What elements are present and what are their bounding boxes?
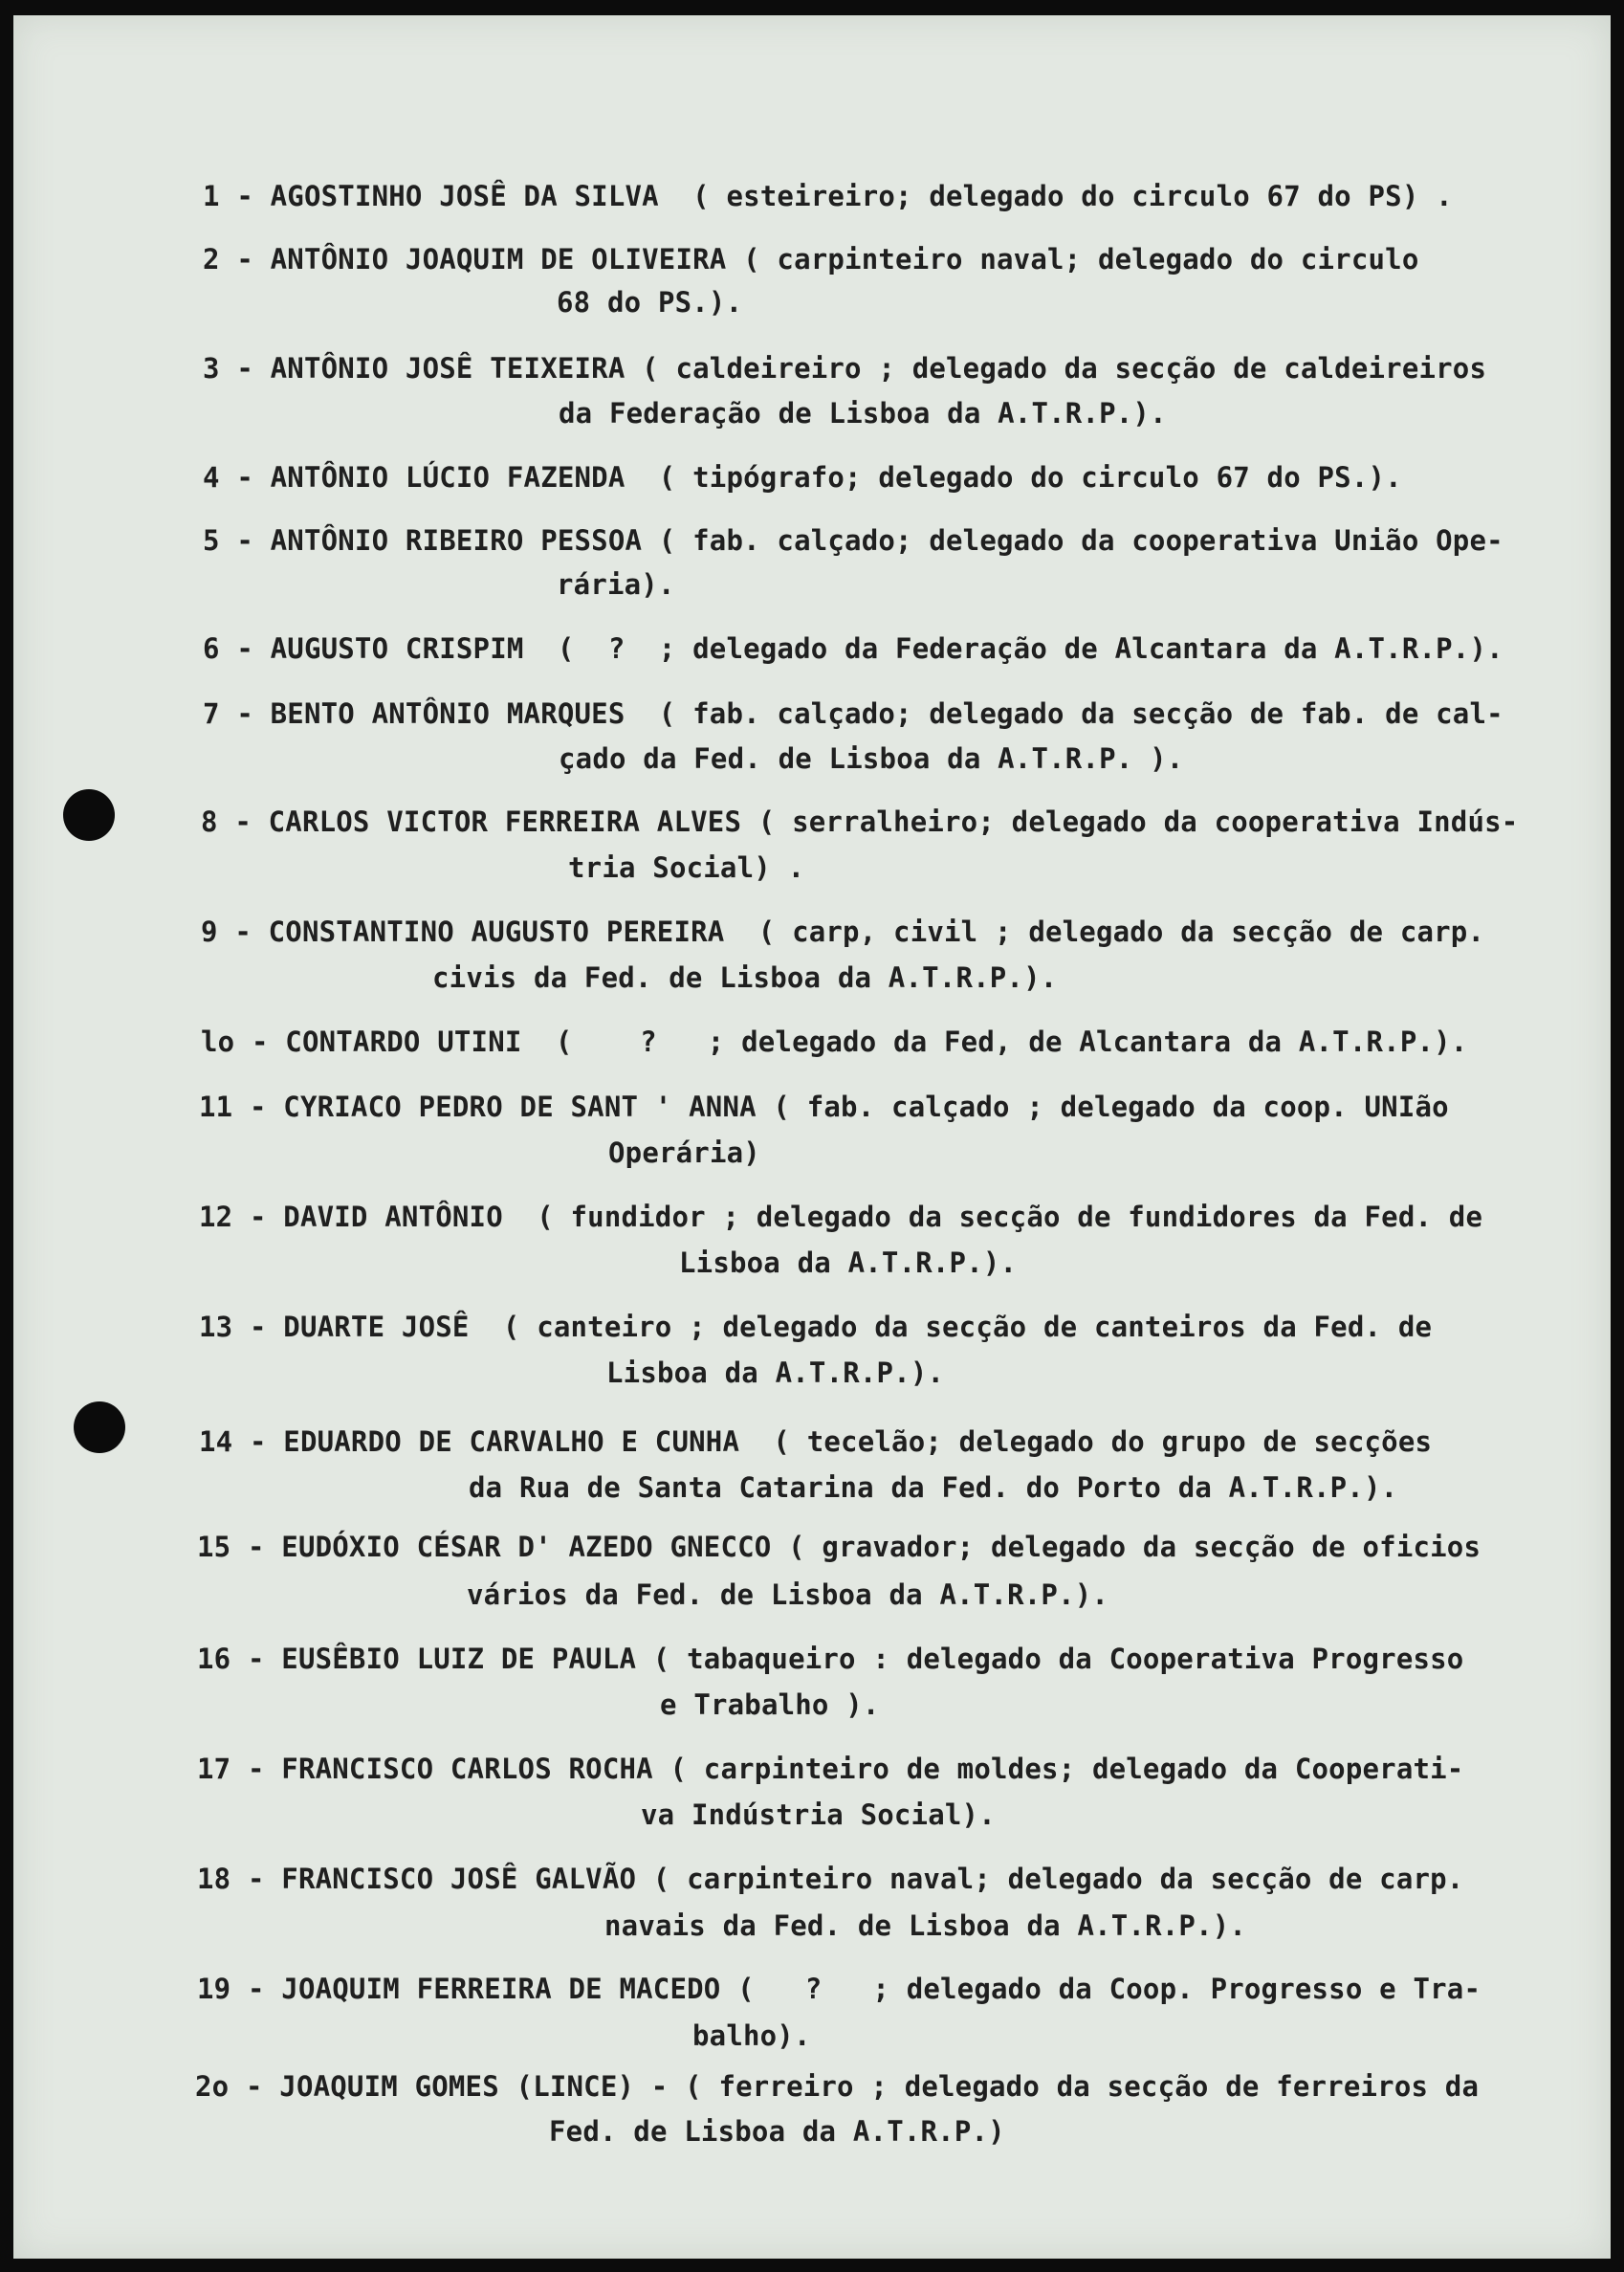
entry-text: 15 - EUDÓXIO CÉSAR D' AZEDO GNECCO ( gravador; delegado da secção de oficios (197, 1531, 1481, 1563)
entry-continuation: da Federação de Lisboa da A.T.R.P.). (559, 397, 1167, 430)
entry-text: 5 - ANTÔNIO RIBEIRO PESSOA ( fab. calçado; delegado da cooperativa União Ope- (203, 524, 1503, 557)
entry-continuation: e Trabalho ). (660, 1688, 880, 1721)
entry-text: 13 - DUARTE JOSÊ ( canteiro ; delegado da secção de canteiros da Fed. de (199, 1311, 1433, 1343)
entry-text: 11 - CYRIACO PEDRO DE SANT ' ANNA ( fab. calçado ; delegado da coop. UNIão (199, 1091, 1449, 1123)
entry-text: 16 - EUSÊBIO LUIZ DE PAULA ( tabaqueiro : delegado da Cooperativa Progresso (197, 1643, 1464, 1675)
entry-text: 14 - EDUARDO DE CARVALHO E CUNHA ( tecelão; delegado do grupo de secções (199, 1425, 1433, 1458)
entry-text: 17 - FRANCISCO CARLOS ROCHA ( carpinteiro de moldes; delegado da Cooperati- (197, 1753, 1464, 1785)
entry-text: 2o - JOAQUIM GOMES (LINCE) - ( ferreiro ; delegado da secção de ferreiros da (195, 2070, 1480, 2103)
entry-continuation: Lisboa da A.T.R.P.). (606, 1357, 945, 1389)
entry-continuation: balho). (692, 2019, 811, 2052)
entry-text: 18 - FRANCISCO JOSÊ GALVÃO ( carpinteiro naval; delegado da secção de carp. (197, 1863, 1464, 1895)
entry-text: 4 - ANTÔNIO LÚCIO FAZENDA ( tipógrafo; delegado do circulo 67 do PS.). (203, 461, 1402, 494)
entry-text: 9 - CONSTANTINO AUGUSTO PEREIRA ( carp, civil ; delegado da secção de carp. (201, 915, 1485, 948)
entry-text: 8 - CARLOS VICTOR FERREIRA ALVES ( serralheiro; delegado da cooperativa Indús- (201, 805, 1519, 838)
entry-continuation: civis da Fed. de Lisboa da A.T.R.P.). (432, 961, 1058, 994)
entry-continuation: 68 do PS.). (557, 286, 743, 319)
entry-text: lo - CONTARDO UTINI ( ? ; delegado da Fed, de Alcantara da A.T.R.P.). (201, 1026, 1468, 1058)
entry-text: 1 - AGOSTINHO JOSÊ DA SILVA ( esteireiro; delegado do circulo 67 do PS) . (203, 180, 1453, 212)
entry-text: 3 - ANTÔNIO JOSÊ TEIXEIRA ( caldeireiro ; delegado da secção de caldeireiros (203, 352, 1487, 385)
entry-text: 7 - BENTO ANTÔNIO MARQUES ( fab. calçado; delegado da secção de fab. de cal- (203, 697, 1503, 730)
entry-text: 2 - ANTÔNIO JOAQUIM DE OLIVEIRA ( carpinteiro naval; delegado do circulo (203, 243, 1419, 276)
entry-continuation: da Rua de Santa Catarina da Fed. do Porto da A.T.R.P.). (469, 1471, 1398, 1504)
entry-continuation: vários da Fed. de Lisboa da A.T.R.P.). (467, 1578, 1109, 1611)
entry-continuation: tria Social) . (568, 851, 805, 884)
entry-continuation: Lisboa da A.T.R.P.). (679, 1246, 1018, 1279)
entry-continuation: navais da Fed. de Lisboa da A.T.R.P.). (604, 1909, 1247, 1942)
entry-continuation: va Indústria Social). (641, 1798, 996, 1831)
entry-text: 19 - JOAQUIM FERREIRA DE MACEDO ( ? ; delegado da Coop. Progresso e Tra- (197, 1973, 1481, 2005)
entry-continuation: rária). (557, 568, 675, 601)
entry-continuation: Operária) (608, 1136, 760, 1169)
entry-text: 12 - DAVID ANTÔNIO ( fundidor ; delegado da secção de fundidores da Fed. de (199, 1201, 1483, 1233)
punch-hole-upper (63, 789, 115, 841)
entry-continuation: Fed. de Lisboa da A.T.R.P.) (549, 2115, 1005, 2148)
entry-continuation: çado da Fed. de Lisboa da A.T.R.P. ). (559, 742, 1184, 775)
punch-hole-lower (74, 1401, 125, 1453)
entry-text: 6 - AUGUSTO CRISPIM ( ? ; delegado da Federação de Alcantara da A.T.R.P.). (203, 632, 1503, 665)
